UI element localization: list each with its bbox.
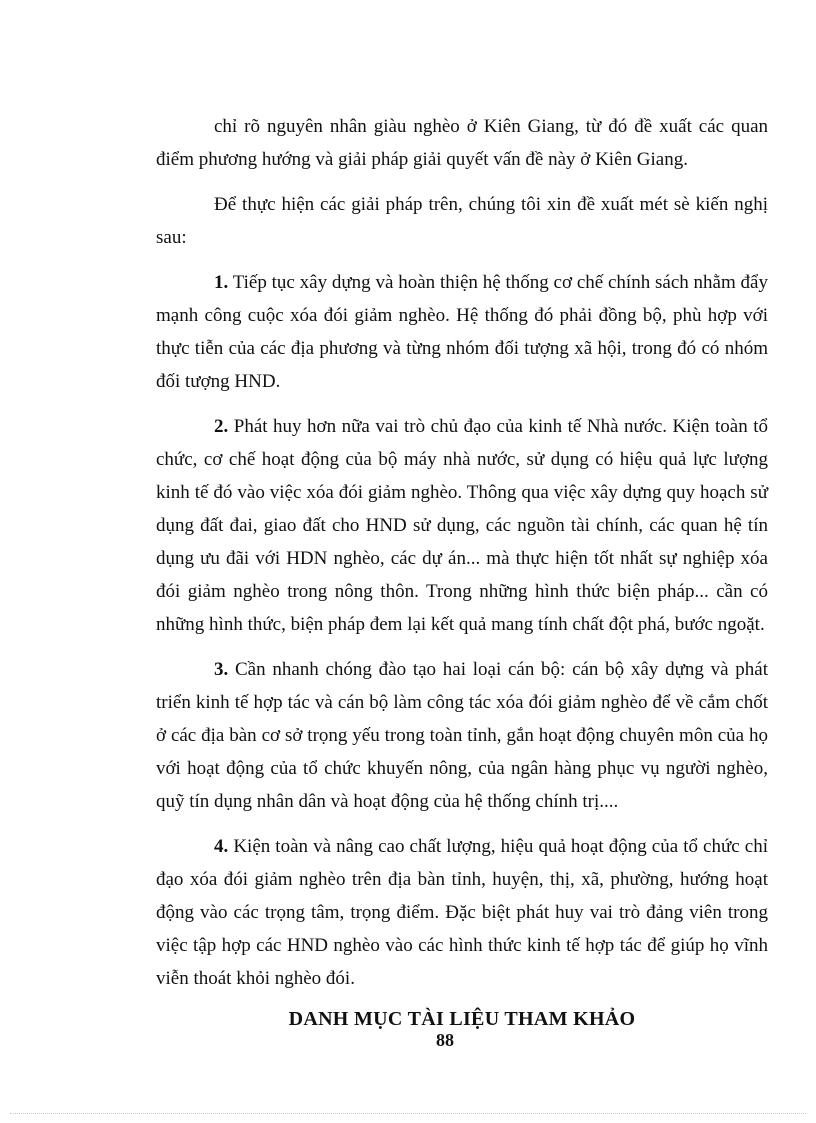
document-body (156, 110, 768, 1036)
paragraph-recommendation-4 (156, 830, 768, 995)
paragraph-text: Tiếp tục xây dựng và hoàn thiện hệ thống cơ chế chính sách nhằm đẩy mạnh công cuộc xóa đói giảm nghèo. Hệ thống đó phải đồng bộ, phù hợp với thực tiễn của các địa phương và từng nhóm đối tượng xã hội, trong đó có nhóm đối tượng HND. (156, 272, 768, 392)
page-number: 88 (436, 1030, 454, 1050)
paragraph-text: Để thực hiện các giải pháp trên, chúng tôi xin đề xuất mét sè kiến nghị sau: (156, 194, 768, 248)
recommendation-number: 3. (214, 659, 229, 680)
paragraph-text: Kiện toàn và nâng cao chất lượng, hiệu quả hoạt động của tổ chức chỉ đạo xóa đói giảm nghèo trên địa bàn tỉnh, huyện, thị, xã, phường, hướng hoạt động vào các trọng tâm, trọng điểm. Đặc biệt phát huy vai trò đảng viên trong việc tập hợp các HND nghèo vào các hình thức kinh tế hợp tác để giúp họ vĩnh viễn thoát khỏi nghèo đói. (156, 836, 768, 989)
recommendation-number: 1. (214, 272, 229, 293)
paragraph-intro-continuation (156, 110, 768, 176)
recommendation-number: 4. (214, 836, 229, 857)
paragraph-recommendation-1 (156, 266, 768, 398)
paragraph-proposal-intro (156, 188, 768, 254)
paragraph-text: chỉ rõ nguyên nhân giàu nghèo ở Kiên Giang, từ đó đề xuất các quan điểm phương hướng và giải pháp giải quyết vấn đề này ở Kiên Giang. (156, 116, 768, 170)
recommendation-number: 2. (214, 416, 229, 437)
paragraph-text: Cần nhanh chóng đào tạo hai loại cán bộ: cán bộ xây dựng và phát triển kinh tế hợp tác và cán bộ làm công tác xóa đói giảm nghèo để về cắm chốt ở các địa bàn cơ sở trọng yếu trong toàn tỉnh, gắn hoạt động chuyên môn của họ với hoạt động của tổ chức khuyến nông, của ngân hàng phục vụ người nghèo, quỹ tín dụng nhân dân và hoạt động của hệ thống chính trị.... (156, 659, 768, 812)
paragraph-recommendation-3 (156, 653, 768, 818)
paragraph-text: Phát huy hơn nữa vai trò chủ đạo của kinh tế Nhà nước. Kiện toàn tổ chức, cơ chế hoạt động của bộ máy nhà nước, sử dụng có hiệu quả lực lượng kinh tế đó vào việc xóa đói giảm nghèo. Thông qua việc xây dựng quy hoạch sử dụng đất đai, giao đất cho HND sử dụng, các nguồn tài chính, các quan hệ tín dụng ưu đãi với HDN nghèo, các dự án... mà thực hiện tốt nhất sự nghiệp xóa đói giảm nghèo trong nông thôn. Trong những hình thức biện pháp... cần có những hình thức, biện pháp đem lại kết quả mang tính chất đột phá, bước ngoặt. (156, 416, 768, 635)
paragraph-recommendation-2 (156, 410, 768, 641)
page-bottom-divider (10, 1113, 806, 1114)
references-heading: DANH MỤC TÀI LIỆU THAM KHẢO (288, 1008, 636, 1030)
